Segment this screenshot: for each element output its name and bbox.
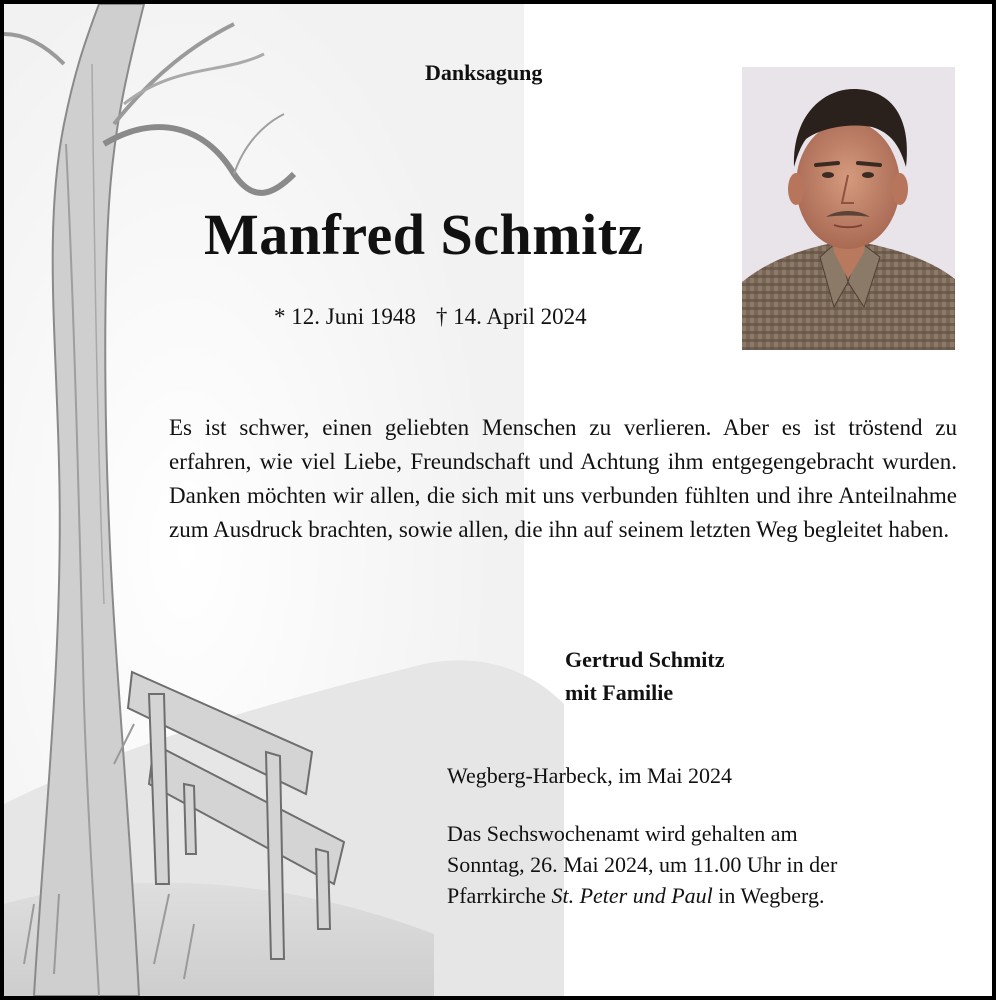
service-line-1: Das Sechswochenamt wird gehalten am	[447, 821, 798, 846]
signatory-name: Gertrud Schmitz	[565, 647, 725, 672]
service-line-3	[447, 880, 837, 911]
portrait-photo	[742, 67, 955, 350]
memorial-service-info	[447, 818, 837, 911]
service-line-3-pre: Pfarrkirche	[447, 883, 552, 908]
life-dates	[274, 304, 587, 330]
death-date: † 14. April 2024	[435, 304, 587, 329]
signature	[565, 643, 724, 709]
service-line-2: Sonntag, 26. Mai 2024, um 11.00 Uhr in der	[447, 852, 838, 877]
signatory-family: mit Familie	[565, 680, 674, 705]
service-line-3-post: in Wegberg.	[712, 883, 825, 908]
page-title: Danksagung	[425, 60, 543, 85]
thank-you-message: Es ist schwer, einen geliebten Menschen zu verlieren. Aber es ist tröstend zu erfahren, wie viel Liebe, Freundschaft und Achtung ihm entgegengebracht wurden. Danken möchten wir allen, die sich mit uns verbunden fühlten und ihre Anteilnahme zum Ausdruck brachten, sowie allen, die ihn auf seinem letzten Weg begleitet haben.	[169, 415, 957, 542]
place-and-date: Wegberg-Harbeck, im Mai 2024	[447, 763, 732, 788]
birth-date: * 12. Juni 1948	[274, 304, 416, 329]
church-name: St. Peter und Paul	[551, 883, 713, 908]
deceased-name: Manfred Schmitz	[204, 202, 644, 267]
